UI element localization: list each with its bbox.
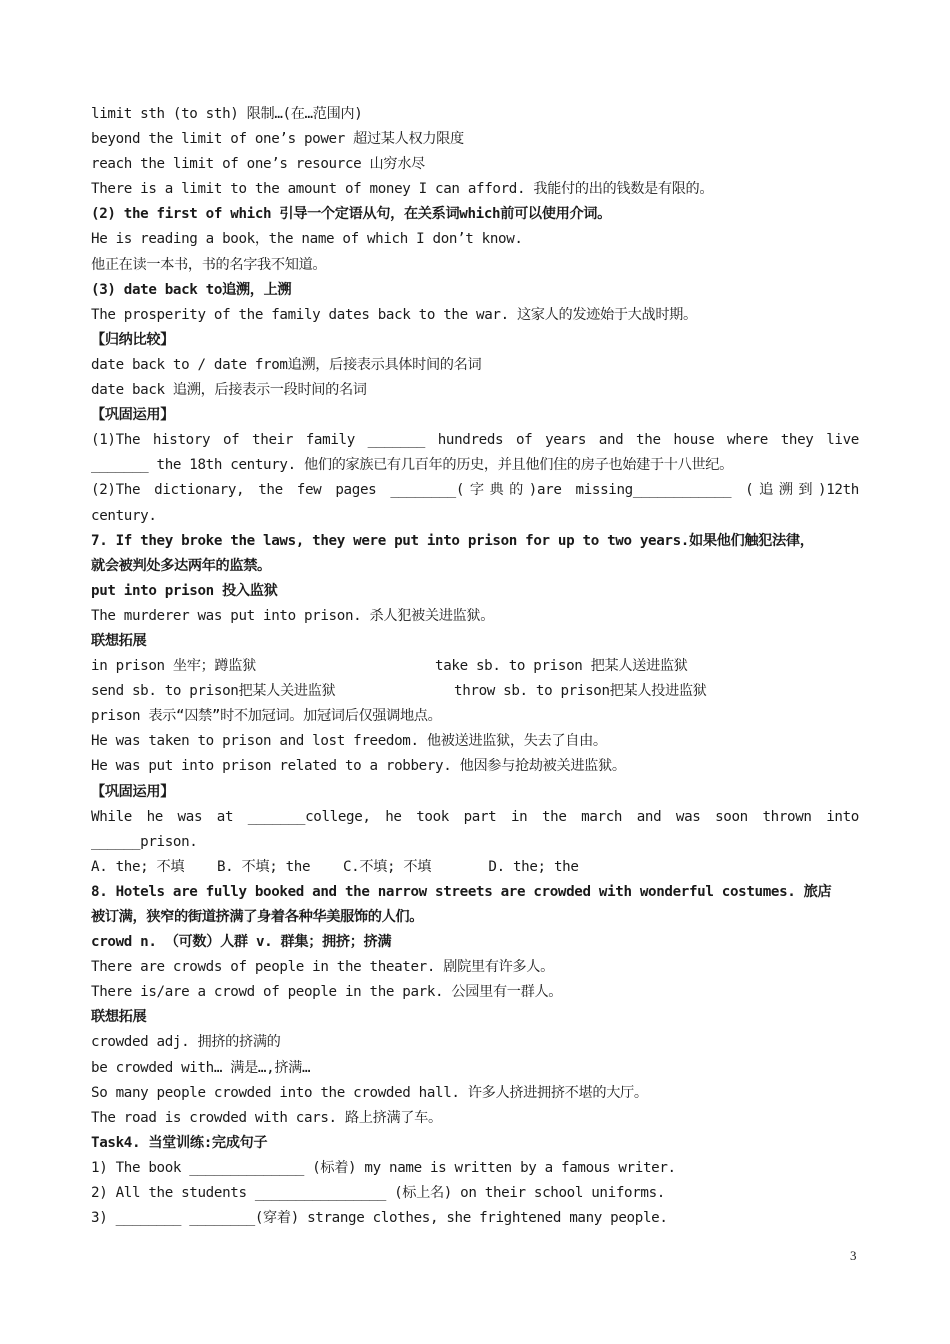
exercise-line: 3) ________ ________(穿着) strange clothes, she frightened many people.	[91, 1210, 668, 1227]
text-line: He was taken to prison and lost freedom. 他被送进监狱，失去了自由。	[91, 733, 607, 750]
key-sentence: 就会被判处多达两年的监禁。	[91, 557, 271, 574]
text-line: The prosperity of the family dates back to the war. 这家人的发迹始于大战时期。	[91, 306, 697, 323]
text-line: He is reading a book，the name of which I don’t know.	[91, 231, 523, 248]
exercise-line: 2) All the students ________________ (标上名) on their school uniforms.	[91, 1185, 665, 1202]
answer-options: A. the; 不填 B. 不填; the C.不填; 不填 D. the; the	[91, 858, 579, 875]
section-heading: crowd n. （可数）人群 v. 群集；拥挤；挤满	[91, 934, 392, 951]
text-line: be crowded with… 满是…,挤满…	[91, 1059, 311, 1076]
text-line: There is/are a crowd of people in the park. 公园里有一群人。	[91, 984, 563, 1001]
text-line: crowded adj. 拥挤的挤满的	[91, 1034, 281, 1051]
text-line: There is a limit to the amount of money I can afford. 我能付的出的钱数是有限的。	[91, 181, 714, 198]
exercise-line: (1)The history of their family _______ hundreds of years and the house where they live	[91, 432, 859, 449]
text-item: throw sb. to prison把某人投进监狱	[454, 683, 707, 700]
text-line: The road is crowded with cars. 路上挤满了车。	[91, 1109, 442, 1126]
text-line: There are crowds of people in the theater. 剧院里有许多人。	[91, 959, 554, 976]
key-sentence: 被订满，狭窄的街道挤满了身着各种华美服饰的人们。	[91, 909, 424, 925]
text-line: beyond the limit of one’s power 超过某人权力限度	[91, 131, 464, 148]
section-heading: 【归纳比较】	[91, 331, 175, 348]
text-line: 他正在读一本书，书的名字我不知道。	[91, 256, 327, 273]
exercise-line: While he was at _______college, he took part in the march and was soon thrown into	[91, 808, 859, 825]
text-line: He was put into prison related to a robbery. 他因参与抢劫被关进监狱。	[91, 758, 626, 775]
exercise-line: ______prison.	[91, 833, 198, 850]
two-column-line	[91, 654, 859, 679]
section-heading: 联想拓展	[91, 632, 147, 649]
section-heading: 联想拓展	[91, 1009, 147, 1026]
text-line: So many people crowded into the crowded hall. 许多人挤进拥挤不堪的大厅。	[91, 1084, 648, 1101]
text-item: in prison 坐牢；蹲监狱	[91, 658, 256, 675]
page-number: 3	[850, 1248, 857, 1263]
text-line: limit sth (to sth) 限制…(在…范围内)	[91, 106, 363, 122]
key-sentence: 8. Hotels are fully booked and the narrow streets are crowded with wonderful costumes. 旅店	[91, 883, 832, 900]
text-item: take sb. to prison 把某人送进监狱	[435, 658, 688, 675]
text-item: send sb. to prison把某人关进监狱	[91, 683, 336, 700]
text-line: The murderer was put into prison. 杀人犯被关进监狱。	[91, 607, 495, 624]
section-heading: Task4. 当堂训练:完成句子	[91, 1134, 268, 1151]
exercise-line: 1) The book ______________ (标着) my name is written by a famous writer.	[91, 1159, 676, 1176]
two-column-line	[91, 679, 859, 704]
exercise-line: (2)The dictionary, the few pages ________(字典的)are missing____________ (追溯到)12th	[91, 482, 859, 499]
section-heading: (3) date back to追溯，上溯	[91, 281, 292, 298]
document-body	[91, 102, 859, 1231]
exercise-line: century.	[91, 507, 157, 524]
text-line: prison 表示“囚禁”时不加冠词。加冠词后仅强调地点。	[91, 708, 442, 725]
key-sentence: 7. If they broke the laws, they were put into prison for up to two years.如果他们触犯法律，	[91, 532, 814, 549]
section-heading: 【巩固运用】	[91, 783, 175, 800]
section-heading: 【巩固运用】	[91, 407, 175, 424]
text-line: reach the limit of one’s resource 山穷水尽	[91, 156, 425, 173]
exercise-line: _______ the 18th century. 他们的家族已有几百年的历史，并且他们住的房子也始建于十八世纪。	[91, 457, 733, 474]
section-heading: (2) the first of which 引导一个定语从句，在关系词which前可以使用介词。	[91, 206, 611, 223]
section-heading: put into prison 投入监狱	[91, 582, 278, 599]
text-line: date back to / date from追溯，后接表示具体时间的名词	[91, 356, 482, 373]
text-line: date back 追溯，后接表示一段时间的名词	[91, 382, 367, 399]
